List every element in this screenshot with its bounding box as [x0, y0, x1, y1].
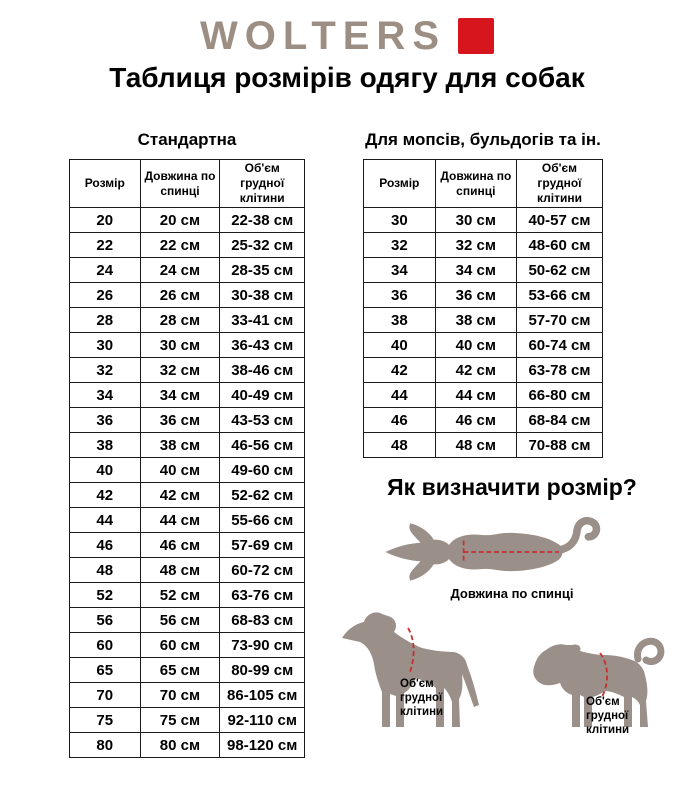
size-cell: 28-35 см — [220, 258, 305, 283]
back-length-label: Довжина по спинці — [450, 586, 574, 601]
size-cell: 48 — [364, 433, 436, 458]
size-row — [70, 283, 305, 308]
size-cell: 38 — [70, 433, 141, 458]
size-cell: 80 — [70, 733, 141, 758]
size-row — [70, 733, 305, 758]
size-cell: 68-84 см — [516, 408, 602, 433]
size-cell: 34 см — [435, 258, 516, 283]
size-row — [70, 458, 305, 483]
size-row — [364, 433, 603, 458]
size-cell: 40 — [70, 458, 141, 483]
brand-logo — [0, 16, 694, 56]
size-cell: 38 — [364, 308, 436, 333]
standard-dog-diagram — [332, 608, 482, 732]
size-cell: 32 см — [435, 233, 516, 258]
column-header: Розмір — [70, 160, 141, 208]
size-cell: 70-88 см — [516, 433, 602, 458]
bulldog-size-table — [363, 159, 603, 458]
size-cell: 32 — [70, 358, 141, 383]
size-cell: 36 — [70, 408, 141, 433]
size-row — [364, 408, 603, 433]
size-cell: 66-80 см — [516, 383, 602, 408]
size-cell: 57-69 см — [220, 533, 305, 558]
size-cell: 34 см — [140, 383, 220, 408]
size-cell: 98-120 см — [220, 733, 305, 758]
size-cell: 36 — [364, 283, 436, 308]
chest-volume-label: Об'єм грудної клітини — [586, 696, 630, 736]
size-cell: 44 см — [140, 508, 220, 533]
size-cell: 42 — [364, 358, 436, 383]
size-cell: 24 см — [140, 258, 220, 283]
size-row — [70, 408, 305, 433]
size-cell: 20 — [70, 208, 141, 233]
size-cell: 65 см — [140, 658, 220, 683]
size-cell: 56 — [70, 608, 141, 633]
size-cell: 75 — [70, 708, 141, 733]
size-cell: 36 см — [140, 408, 220, 433]
size-row — [70, 208, 305, 233]
standard-table-title: Стандартна — [137, 130, 237, 149]
size-row — [70, 658, 305, 683]
size-row — [70, 333, 305, 358]
size-cell: 40 см — [140, 458, 220, 483]
header-row — [364, 160, 603, 208]
size-cell: 24 — [70, 258, 141, 283]
size-row — [70, 533, 305, 558]
bulldog-diagram — [526, 632, 666, 738]
size-cell: 44 — [364, 383, 436, 408]
size-cell: 22 — [70, 233, 141, 258]
size-cell: 60 — [70, 633, 141, 658]
size-cell: 20 см — [140, 208, 220, 233]
size-row — [70, 583, 305, 608]
size-row — [70, 558, 305, 583]
measuring-guide-section — [330, 474, 694, 800]
size-cell: 44 см — [435, 383, 516, 408]
size-row — [70, 258, 305, 283]
size-cell: 52-62 см — [220, 483, 305, 508]
standard-size-section — [69, 130, 305, 758]
size-row — [70, 483, 305, 508]
size-cell: 92-110 см — [220, 708, 305, 733]
guide-title: Як визначити розмір? — [387, 474, 637, 500]
chest-volume-label: Об'єм грудної клітини — [400, 678, 444, 718]
size-cell: 63-78 см — [516, 358, 602, 383]
standard-size-table — [69, 159, 305, 758]
page-header — [0, 16, 694, 94]
size-row — [70, 708, 305, 733]
size-cell: 48 см — [435, 433, 516, 458]
size-cell: 52 см — [140, 583, 220, 608]
size-cell: 30 см — [140, 333, 220, 358]
bulldog-table-title: Для мопсів, бульдогів та ін. — [365, 130, 601, 149]
size-cell: 46-56 см — [220, 433, 305, 458]
size-cell: 68-83 см — [220, 608, 305, 633]
size-row — [364, 333, 603, 358]
size-cell: 86-105 см — [220, 683, 305, 708]
size-cell: 28 — [70, 308, 141, 333]
size-cell: 46 — [364, 408, 436, 433]
size-cell: 50-62 см — [516, 258, 602, 283]
topview-dog-silhouette — [376, 512, 616, 592]
size-cell: 33-41 см — [220, 308, 305, 333]
brand-logo-text: WOLTERS — [199, 14, 446, 58]
size-cell: 80-99 см — [220, 658, 305, 683]
size-cell: 46 см — [140, 533, 220, 558]
size-row — [70, 633, 305, 658]
size-cell: 42 см — [140, 483, 220, 508]
brand-logo-square-mark — [458, 18, 494, 54]
topview-dog-diagram — [376, 512, 616, 592]
column-header: Розмір — [364, 160, 436, 208]
size-cell: 22 см — [140, 233, 220, 258]
size-cell: 63-76 см — [220, 583, 305, 608]
size-cell: 73-90 см — [220, 633, 305, 658]
size-cell: 60 см — [140, 633, 220, 658]
size-cell: 30 — [70, 333, 141, 358]
column-header: Об'єм грудної клітини — [516, 160, 602, 208]
size-row — [70, 433, 305, 458]
size-cell: 46 — [70, 533, 141, 558]
size-row — [70, 308, 305, 333]
column-header: Довжина по спинці — [140, 160, 220, 208]
size-cell: 34 — [70, 383, 141, 408]
size-cell: 40-57 см — [516, 208, 602, 233]
size-cell: 52 — [70, 583, 141, 608]
size-cell: 28 см — [140, 308, 220, 333]
column-header: Довжина по спинці — [435, 160, 516, 208]
size-cell: 40 см — [435, 333, 516, 358]
size-cell: 48 см — [140, 558, 220, 583]
size-row — [364, 233, 603, 258]
size-row — [364, 258, 603, 283]
size-row — [70, 233, 305, 258]
size-cell: 40 — [364, 333, 436, 358]
size-row — [70, 608, 305, 633]
size-cell: 38 см — [140, 433, 220, 458]
size-cell: 38-46 см — [220, 358, 305, 383]
size-cell: 70 см — [140, 683, 220, 708]
size-cell: 56 см — [140, 608, 220, 633]
size-cell: 60-72 см — [220, 558, 305, 583]
size-row — [364, 308, 603, 333]
size-cell: 48 — [70, 558, 141, 583]
size-cell: 46 см — [435, 408, 516, 433]
size-cell: 70 — [70, 683, 141, 708]
size-cell: 80 см — [140, 733, 220, 758]
size-row — [70, 508, 305, 533]
size-row — [70, 383, 305, 408]
size-cell: 65 — [70, 658, 141, 683]
size-cell: 32 — [364, 233, 436, 258]
size-cell: 30 см — [435, 208, 516, 233]
size-cell: 57-70 см — [516, 308, 602, 333]
size-cell: 30-38 см — [220, 283, 305, 308]
size-cell: 36 см — [435, 283, 516, 308]
size-row — [364, 383, 603, 408]
size-cell: 43-53 см — [220, 408, 305, 433]
size-row — [70, 683, 305, 708]
size-cell: 42 см — [435, 358, 516, 383]
size-row — [364, 283, 603, 308]
size-cell: 36-43 см — [220, 333, 305, 358]
header-row — [70, 160, 305, 208]
size-cell: 34 — [364, 258, 436, 283]
page-title: Таблиця розмірів одягу для собак — [109, 62, 585, 93]
size-cell: 42 — [70, 483, 141, 508]
size-cell: 22-38 см — [220, 208, 305, 233]
column-header: Об'єм грудної клітини — [220, 160, 305, 208]
size-cell: 40-49 см — [220, 383, 305, 408]
size-cell: 48-60 см — [516, 233, 602, 258]
size-cell: 38 см — [435, 308, 516, 333]
size-cell: 75 см — [140, 708, 220, 733]
size-cell: 25-32 см — [220, 233, 305, 258]
size-cell: 30 — [364, 208, 436, 233]
size-row — [364, 358, 603, 383]
size-cell: 49-60 см — [220, 458, 305, 483]
size-row — [364, 208, 603, 233]
size-cell: 32 см — [140, 358, 220, 383]
size-cell: 26 см — [140, 283, 220, 308]
size-cell: 26 — [70, 283, 141, 308]
size-row — [70, 358, 305, 383]
size-cell: 44 — [70, 508, 141, 533]
size-cell: 53-66 см — [516, 283, 602, 308]
size-cell: 55-66 см — [220, 508, 305, 533]
bulldog-size-section — [363, 130, 603, 458]
size-cell: 60-74 см — [516, 333, 602, 358]
